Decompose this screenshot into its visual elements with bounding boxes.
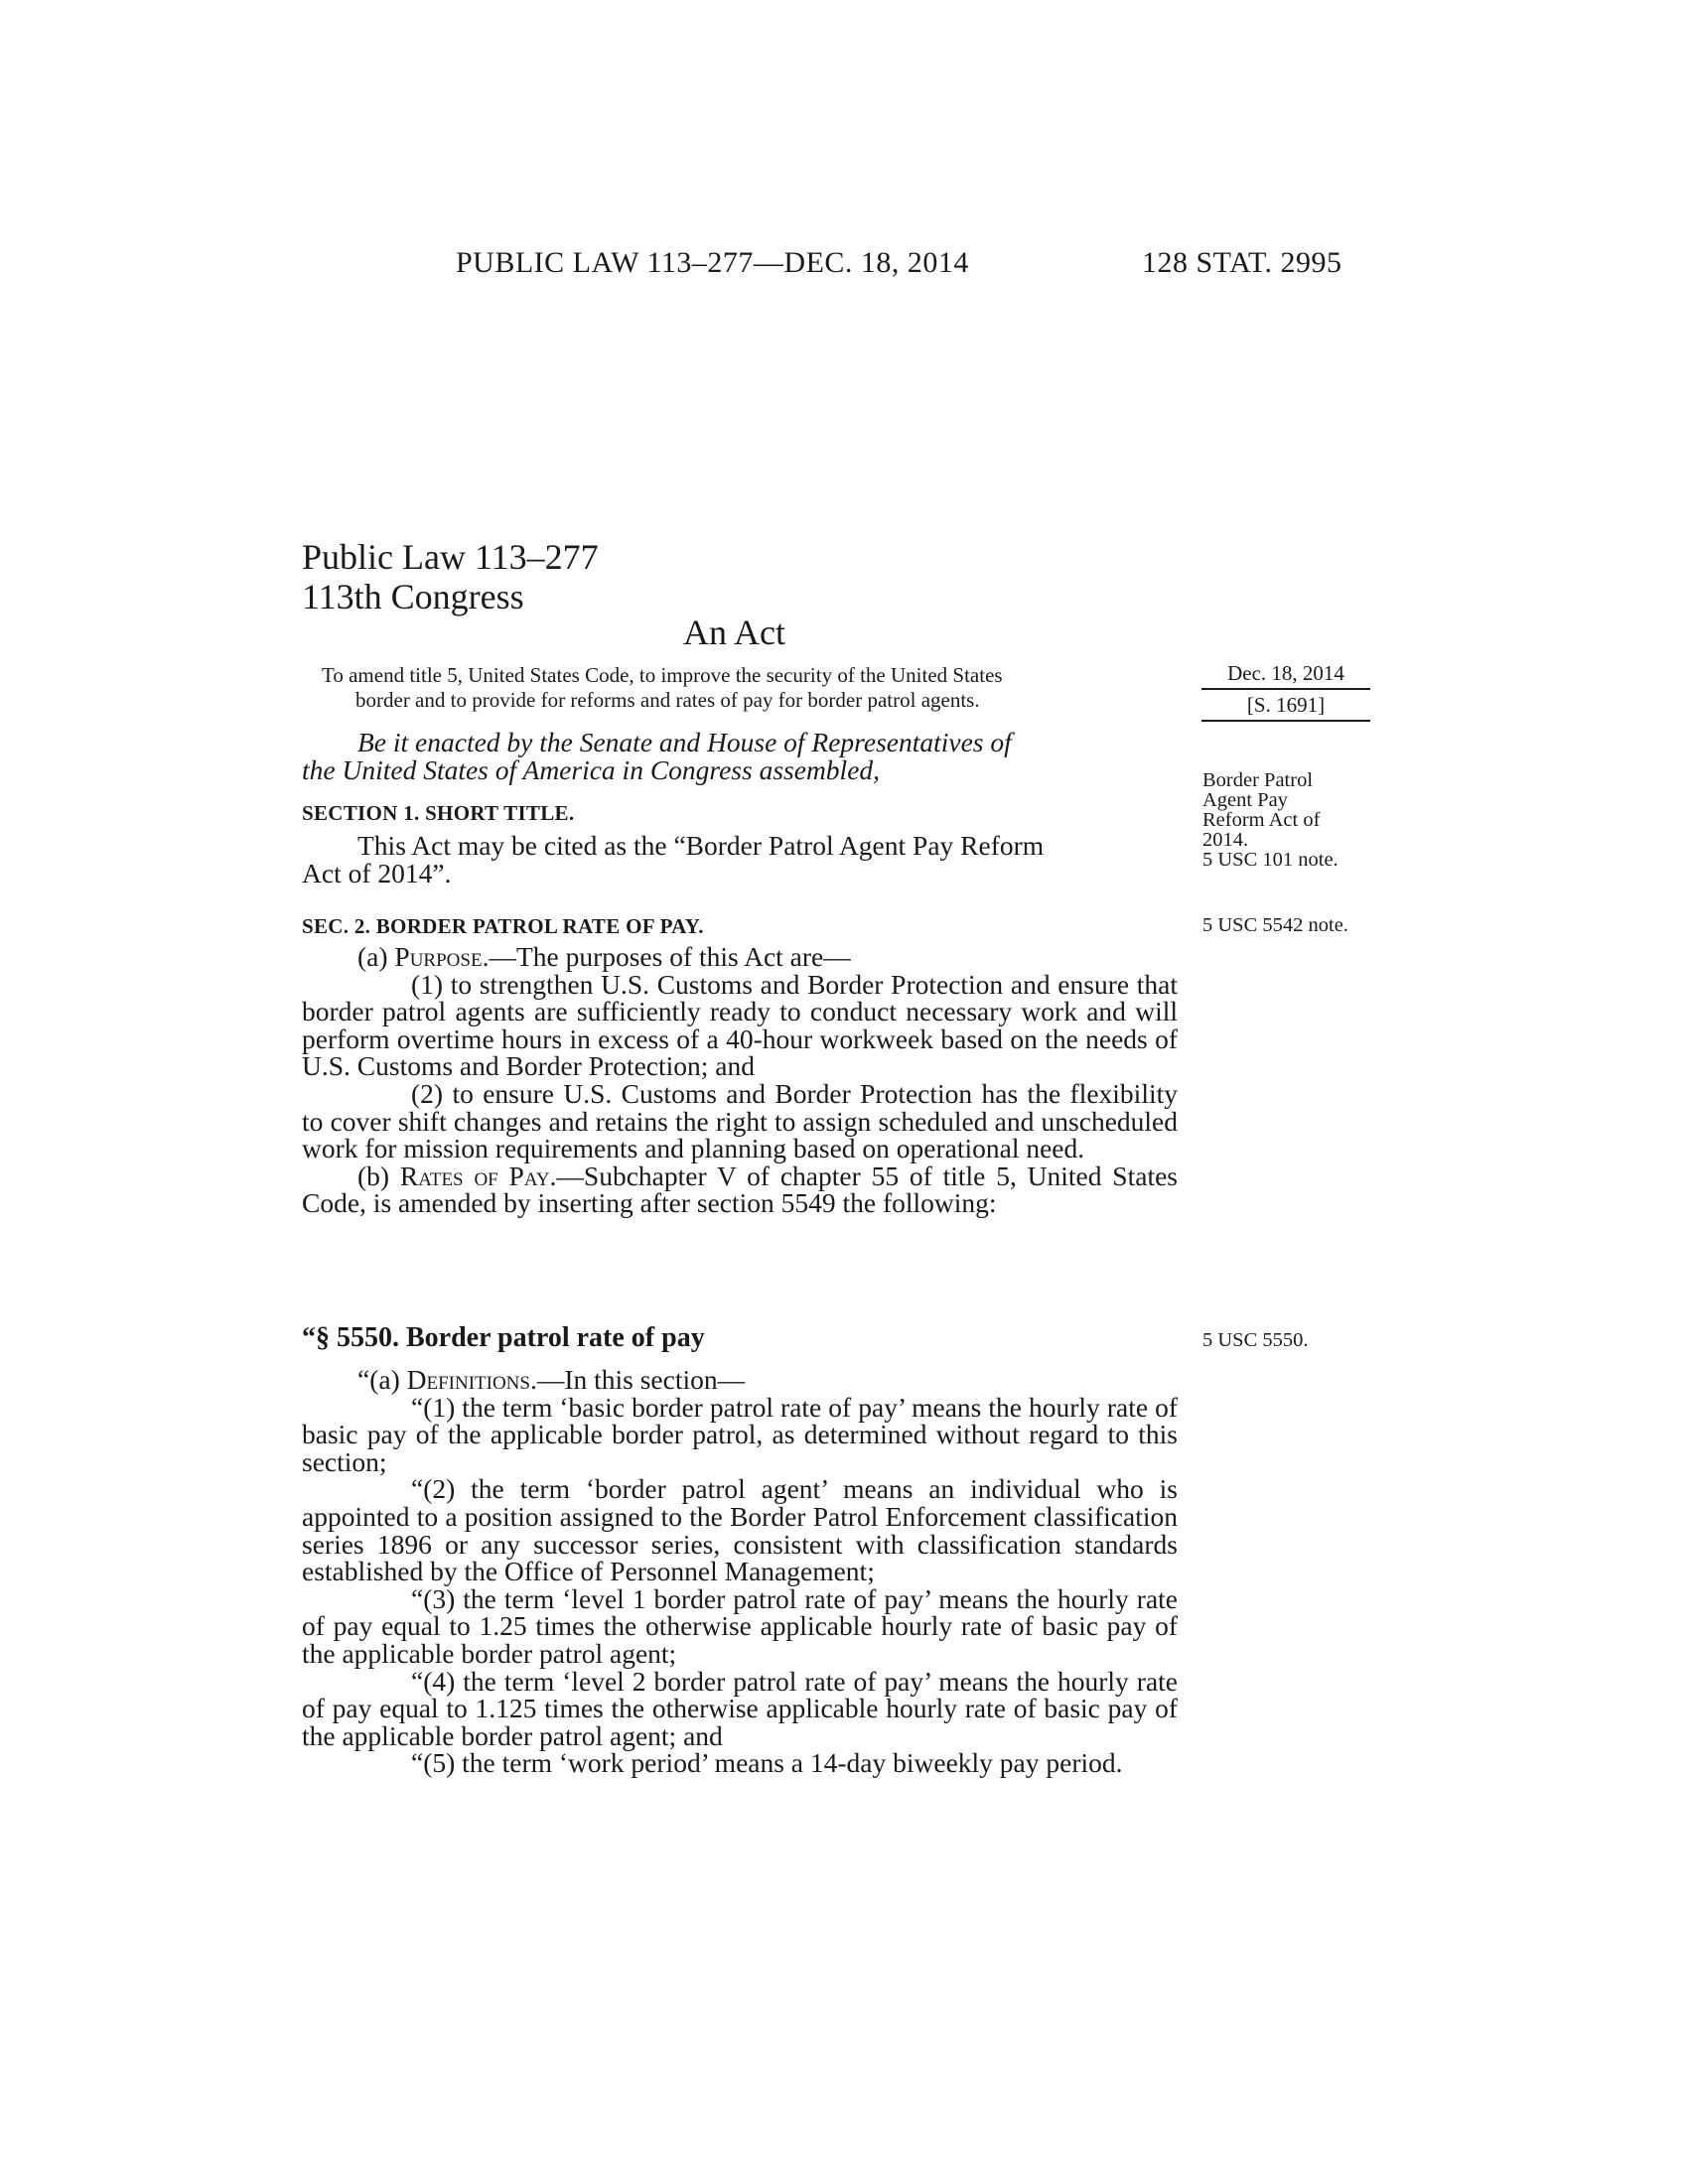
section2-heading: SEC. 2. BORDER PATROL RATE OF PAY. <box>302 914 704 938</box>
section1-heading: SECTION 1. SHORT TITLE. <box>302 801 575 825</box>
long-title-line2: border and to provide for reforms and rates of pay for border patrol agents. <box>355 688 980 712</box>
margin-note-line: Border Patrol <box>1202 769 1314 791</box>
margin-note-line: Reform Act of <box>1202 809 1321 831</box>
long-title-line1: To amend title 5, United States Code, to improve the security of the United States <box>322 663 1003 687</box>
subsection-a-text: .—The purposes of this Act are— <box>482 941 851 972</box>
margin-short-title-note <box>1202 770 1401 870</box>
public-law-title: Public Law 113–277 <box>302 537 599 577</box>
section-5550-body <box>302 1366 1178 1777</box>
subsection-a-label: (a) <box>357 941 395 972</box>
section1-line1: This Act may be cited as the “Border Patrol Agent Pay Reform <box>357 830 1045 861</box>
margin-usc-5550: 5 USC 5550. <box>1202 1329 1309 1351</box>
definition-2: “(2) the term ‘border patrol agent’ means an individual who is appointed to a position assigned to the Border Patrol Enforcement classification series 1896 or any successor series, consistent with classification standards established by the Office of Personnel Management; <box>302 1473 1178 1587</box>
definitions-subsection <box>302 1366 1178 1394</box>
definition-1: “(1) the term ‘basic border patrol rate of pay’ means the hourly rate of basic pay of the applicable border patrol, as determined without regard to this section; <box>302 1391 1178 1477</box>
date-rule <box>1201 688 1370 690</box>
definitions-label: “(a) <box>357 1364 407 1395</box>
margin-note-line: Agent Pay <box>1202 789 1288 811</box>
enacting-clause <box>302 729 1178 783</box>
subsection-b-label: (b) <box>357 1160 400 1191</box>
bill-number: [S. 1691] <box>1246 693 1326 717</box>
an-act-heading: An Act <box>683 613 785 652</box>
margin-usc-101: 5 USC 101 note. <box>1202 849 1338 871</box>
running-head-stat: 128 STAT. 2995 <box>1142 246 1342 279</box>
running-head-title: PUBLIC LAW 113–277—DEC. 18, 2014 <box>456 246 969 279</box>
congress-label: 113th Congress <box>302 577 524 616</box>
enactment-date: Dec. 18, 2014 <box>1227 661 1344 685</box>
section1-line2: Act of 2014”. <box>302 857 452 888</box>
margin-note-line: 2014. <box>1202 829 1249 851</box>
section2-body <box>302 943 1178 1217</box>
paragraph-2: (2) to ensure U.S. Customs and Border Protection has the flexibility to cover shift changes and retains the right to assign scheduled and unscheduled work for mission requirements and planning based on operational need. <box>302 1077 1178 1164</box>
enacting-line2: the United States of America in Congress assembled, <box>302 753 881 785</box>
long-title <box>298 663 1192 713</box>
subsection-b-text: .—Subchapter V of chapter 55 of title 5, United States Code, is amended by inserting after section 5549 the following: <box>302 1160 1178 1219</box>
definition-3: “(3) the term ‘level 1 border patrol rate of pay’ means the hourly rate of pay equal to 1.25 times the otherwise applicable hourly rate of basic pay of the applicable border patrol agent; <box>302 1582 1178 1669</box>
margin-usc-5542: 5 USC 5542 note. <box>1202 914 1348 936</box>
subsection-b-caption: Rates of Pay <box>399 1160 550 1191</box>
paragraph-1: (1) to strengthen U.S. Customs and Border Protection and ensure that border patrol agents are sufficiently ready to conduct necessary work and will perform overtime hours in excess of a 40-hour workweek based on the needs of U.S. Customs and Border Protection; and <box>302 968 1178 1082</box>
section1-text <box>302 832 1178 887</box>
margin-date-block <box>1201 661 1370 725</box>
subsection-a <box>302 943 1178 971</box>
definition-4: “(4) the term ‘level 2 border patrol rate of pay’ means the hourly rate of pay equal to 1.125 times the otherwise applicable hourly rate of basic pay of the applicable border patrol agent; and <box>302 1665 1178 1751</box>
enacting-line1: Be it enacted by the Senate and House of Representatives of <box>357 727 1012 757</box>
section-5550-heading: “§ 5550. Border patrol rate of pay <box>302 1322 705 1353</box>
definition-5: “(5) the term ‘work period’ means a 14-day biweekly pay period. <box>411 1747 1123 1779</box>
definitions-caption: Definitions <box>406 1364 530 1395</box>
subsection-a-caption: Purpose <box>394 941 483 972</box>
bill-rule <box>1201 720 1370 722</box>
subsection-b <box>302 1162 1178 1217</box>
definitions-text: .—In this section— <box>529 1364 746 1395</box>
